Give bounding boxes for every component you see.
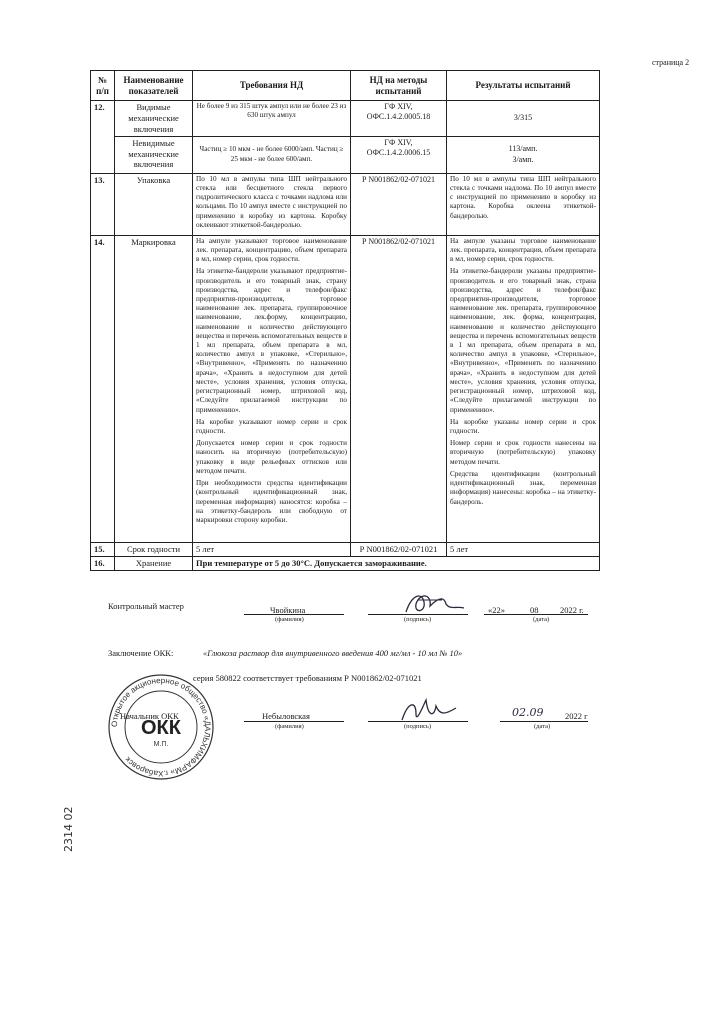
row-13-nd: Р N001862/02-071021 xyxy=(351,173,447,235)
row-12b-res xyxy=(447,136,600,173)
row-16-name: Хранение xyxy=(115,556,193,570)
row-14-req xyxy=(193,235,351,542)
header-name: Наименование показателей xyxy=(115,71,193,101)
header-results: Результаты испытаний xyxy=(447,71,600,101)
row-14-res-p1: На ампуле указаны торговое наименование лек. препарата, концентрация, объем препарата в мл, номер серии, срок годности. xyxy=(450,236,596,264)
row-15-num: 15. xyxy=(91,542,115,556)
row-12-num: 12. xyxy=(91,101,115,174)
table-row-13 xyxy=(91,173,600,235)
master-date-month: 08 xyxy=(530,605,539,615)
master-date-line xyxy=(484,614,588,615)
master-date-year: 2022 г. xyxy=(560,605,584,615)
row-13-num: 13. xyxy=(91,173,115,235)
conclusion-label: Заключение ОКК: xyxy=(108,648,174,658)
row-12a-name: Видимые механические включения xyxy=(115,101,193,137)
row-14-req-p1: На ампуле указывают торговое наименование лек. препарата, концентрацию, объем препарата в мл, номер серии, срок годности. xyxy=(196,236,347,264)
row-14-res-p2: На этикетке-бандероли указаны предприятие-производитель и его товарный знак, страна производства, адрес и телефон/факс предприятия-производителя, торговое наименование лек. препарата, группировочное наименование, лек. форма, концентрация, наименование и количество действующего вещества и перечень вспомогательных веществ в 1 мл препарата, объем препарата в мл, количество ампул в упаковке, «Стерильно», «Внутривенно», «Применять по назначению врача», «Хранить в недоступном для детей месте», условия хранения, условия отпуска, регистрационный номер, штриховой код, «Следуйте прилагаемой инструкции по применению». xyxy=(450,267,596,414)
row-14-res-p4: Номер серии и срок годности нанесены на вторичную (потребительскую) упаковку методом печати. xyxy=(450,439,596,466)
row-14-req-p2: На этикетке-бандероли указывают предприятие-производитель и его товарный знак, страну производства, адрес и телефон/факс предприятия-производителя, торговое наименование лек. препарата, группировочное наименование, лек.форму, концентрацию, наименование и количество действующего вещества и перечень вспомогательных веществ в 1 мл препарата, объем препарата в мл, количество ампул в упаковке, «Стерильно», «Внутривенно», «Применять по назначению врача», «Хранить в недоступном для детей месте», условия хранения, условия отпуска, регистрационный номер, штриховой код, «Следуйте прилагаемой инструкции по применению». xyxy=(196,267,347,414)
conclusion-series: серия 580822 соответствует требованиям Р N001862/02-071021 xyxy=(193,673,422,683)
header-requirements: Требования НД xyxy=(193,71,351,101)
table-row-12a xyxy=(91,101,600,137)
table-row-16 xyxy=(91,556,600,570)
table-header-row xyxy=(91,71,600,101)
stamp-center-text: ОКК xyxy=(141,717,181,739)
master-surname-line xyxy=(244,614,344,615)
chief-date-line xyxy=(500,721,588,722)
row-12b-req: Частиц ≥ 10 мкм - не более 6000/амп. Частиц ≥ 25 мкм - не более 600/амп. xyxy=(193,136,351,173)
chief-surname: Небыловская xyxy=(262,711,310,721)
master-surname-caption: (фамилия) xyxy=(275,616,304,623)
row-16-num: 16. xyxy=(91,556,115,570)
row-16-req: При температуре от 5 до 30°С. Допускается замораживание. xyxy=(193,556,600,570)
okk-stamp xyxy=(106,672,216,782)
chief-date-handwritten: 02.09 xyxy=(512,706,544,719)
row-14-num: 14. xyxy=(91,235,115,542)
margin-note: 2314 02 xyxy=(62,806,75,852)
row-14-name: Маркировка xyxy=(115,235,193,542)
row-12b-res-2: 3/амп. xyxy=(512,154,534,164)
master-surname: Чвойкина xyxy=(270,605,306,615)
stamp-ring-text: Открытое акционерное общество «ДАЛЬХИМФАРМ» г.Хабаровск xyxy=(109,675,213,779)
row-12b-res-1: 113/амп. xyxy=(508,144,538,154)
master-date-caption: (дата) xyxy=(533,616,550,623)
stamp-sub-text: М.П. xyxy=(153,741,169,748)
row-13-req: По 10 мл в ампулы типа ШП нейтрального стекла или бесцветного стекла первого гидролитического класса с точками надлома или кольцами. По 10 ампул вместе с инструкцией по применению в коробку из картона. Коробку оклеивают этикеткой-бандеролью. xyxy=(193,173,351,235)
row-12a-nd: ГФ XIV, ОФС.1.4.2.0005.18 xyxy=(351,101,447,137)
row-12b-nd: ГФ XIV, ОФС.1.4.2.0006.15 xyxy=(351,136,447,173)
row-15-nd: Р N001862/02-071021 xyxy=(351,542,447,556)
header-num: № п/п xyxy=(91,71,115,101)
row-14-req-p3: На коробке указывают номер серии и срок годности. xyxy=(196,417,347,435)
row-14-req-p5: При необходимости средства идентификации (контрольный идентификационный знак, переменная информация) наносятся: коробка – на этикетку-бандероль или свободную от маркировки сторону коробки. xyxy=(196,479,347,524)
row-14-res xyxy=(447,235,600,542)
master-label: Контрольный мастер xyxy=(108,601,184,611)
row-14-res-p5: Средства идентификации (контрольный идентификационный знак, переменная информация) нанесены: коробка – на этикетку-бандероль. xyxy=(450,469,596,506)
chief-signature-image xyxy=(396,694,460,728)
row-14-req-p4: Допускается номер серии и срок годности наносить на вторичную (потребительскую) упаковку в виде рельефных оттисков или методом печати. xyxy=(196,439,347,475)
table-row-15 xyxy=(91,542,600,556)
row-12b-name: Невидимые механические включения xyxy=(115,136,193,173)
chief-surname-line xyxy=(244,721,344,722)
row-12a-req: Не более 9 из 315 штук ампул или не более 23 из 630 штук ампул xyxy=(193,101,351,137)
row-13-name: Упаковка xyxy=(115,173,193,235)
master-signature-image xyxy=(398,588,468,618)
row-12a-res: 3/315 xyxy=(447,101,600,137)
row-14-nd: Р N001862/02-071021 xyxy=(351,235,447,542)
chief-date-caption: (дата) xyxy=(534,723,551,730)
row-15-res: 5 лет xyxy=(447,542,600,556)
table-row-12b xyxy=(91,136,600,173)
row-13-res: По 10 мл в ампулы типа ШП нейтрального стекла с точками надлома. По 10 ампул вместе с инструкцией по применению в коробку из картона. Коробка оклеена этикеткой-бандеролью. xyxy=(447,173,600,235)
master-date-day: «22» xyxy=(488,605,505,615)
chief-signature-caption: (подпись) xyxy=(404,723,431,730)
test-results-table xyxy=(90,70,600,571)
row-14-res-p3: На коробке указаны номер серии и срок годности. xyxy=(450,417,596,435)
row-15-name: Срок годности xyxy=(115,542,193,556)
page-number: страница 2 xyxy=(652,58,690,67)
chief-date-year: 2022 г xyxy=(565,711,588,721)
master-signature-caption: (подпись) xyxy=(404,616,431,623)
chief-surname-caption: (фамилия) xyxy=(275,723,304,730)
header-methods: НД на методы испытаний xyxy=(351,71,447,101)
table-row-14 xyxy=(91,235,600,542)
row-15-req: 5 лет xyxy=(193,542,351,556)
conclusion-product: «Глюкоза раствор для внутривенного введения 400 мг/мл - 10 мл № 10» xyxy=(203,648,463,658)
chief-label: Начальник ОКК xyxy=(120,711,179,721)
